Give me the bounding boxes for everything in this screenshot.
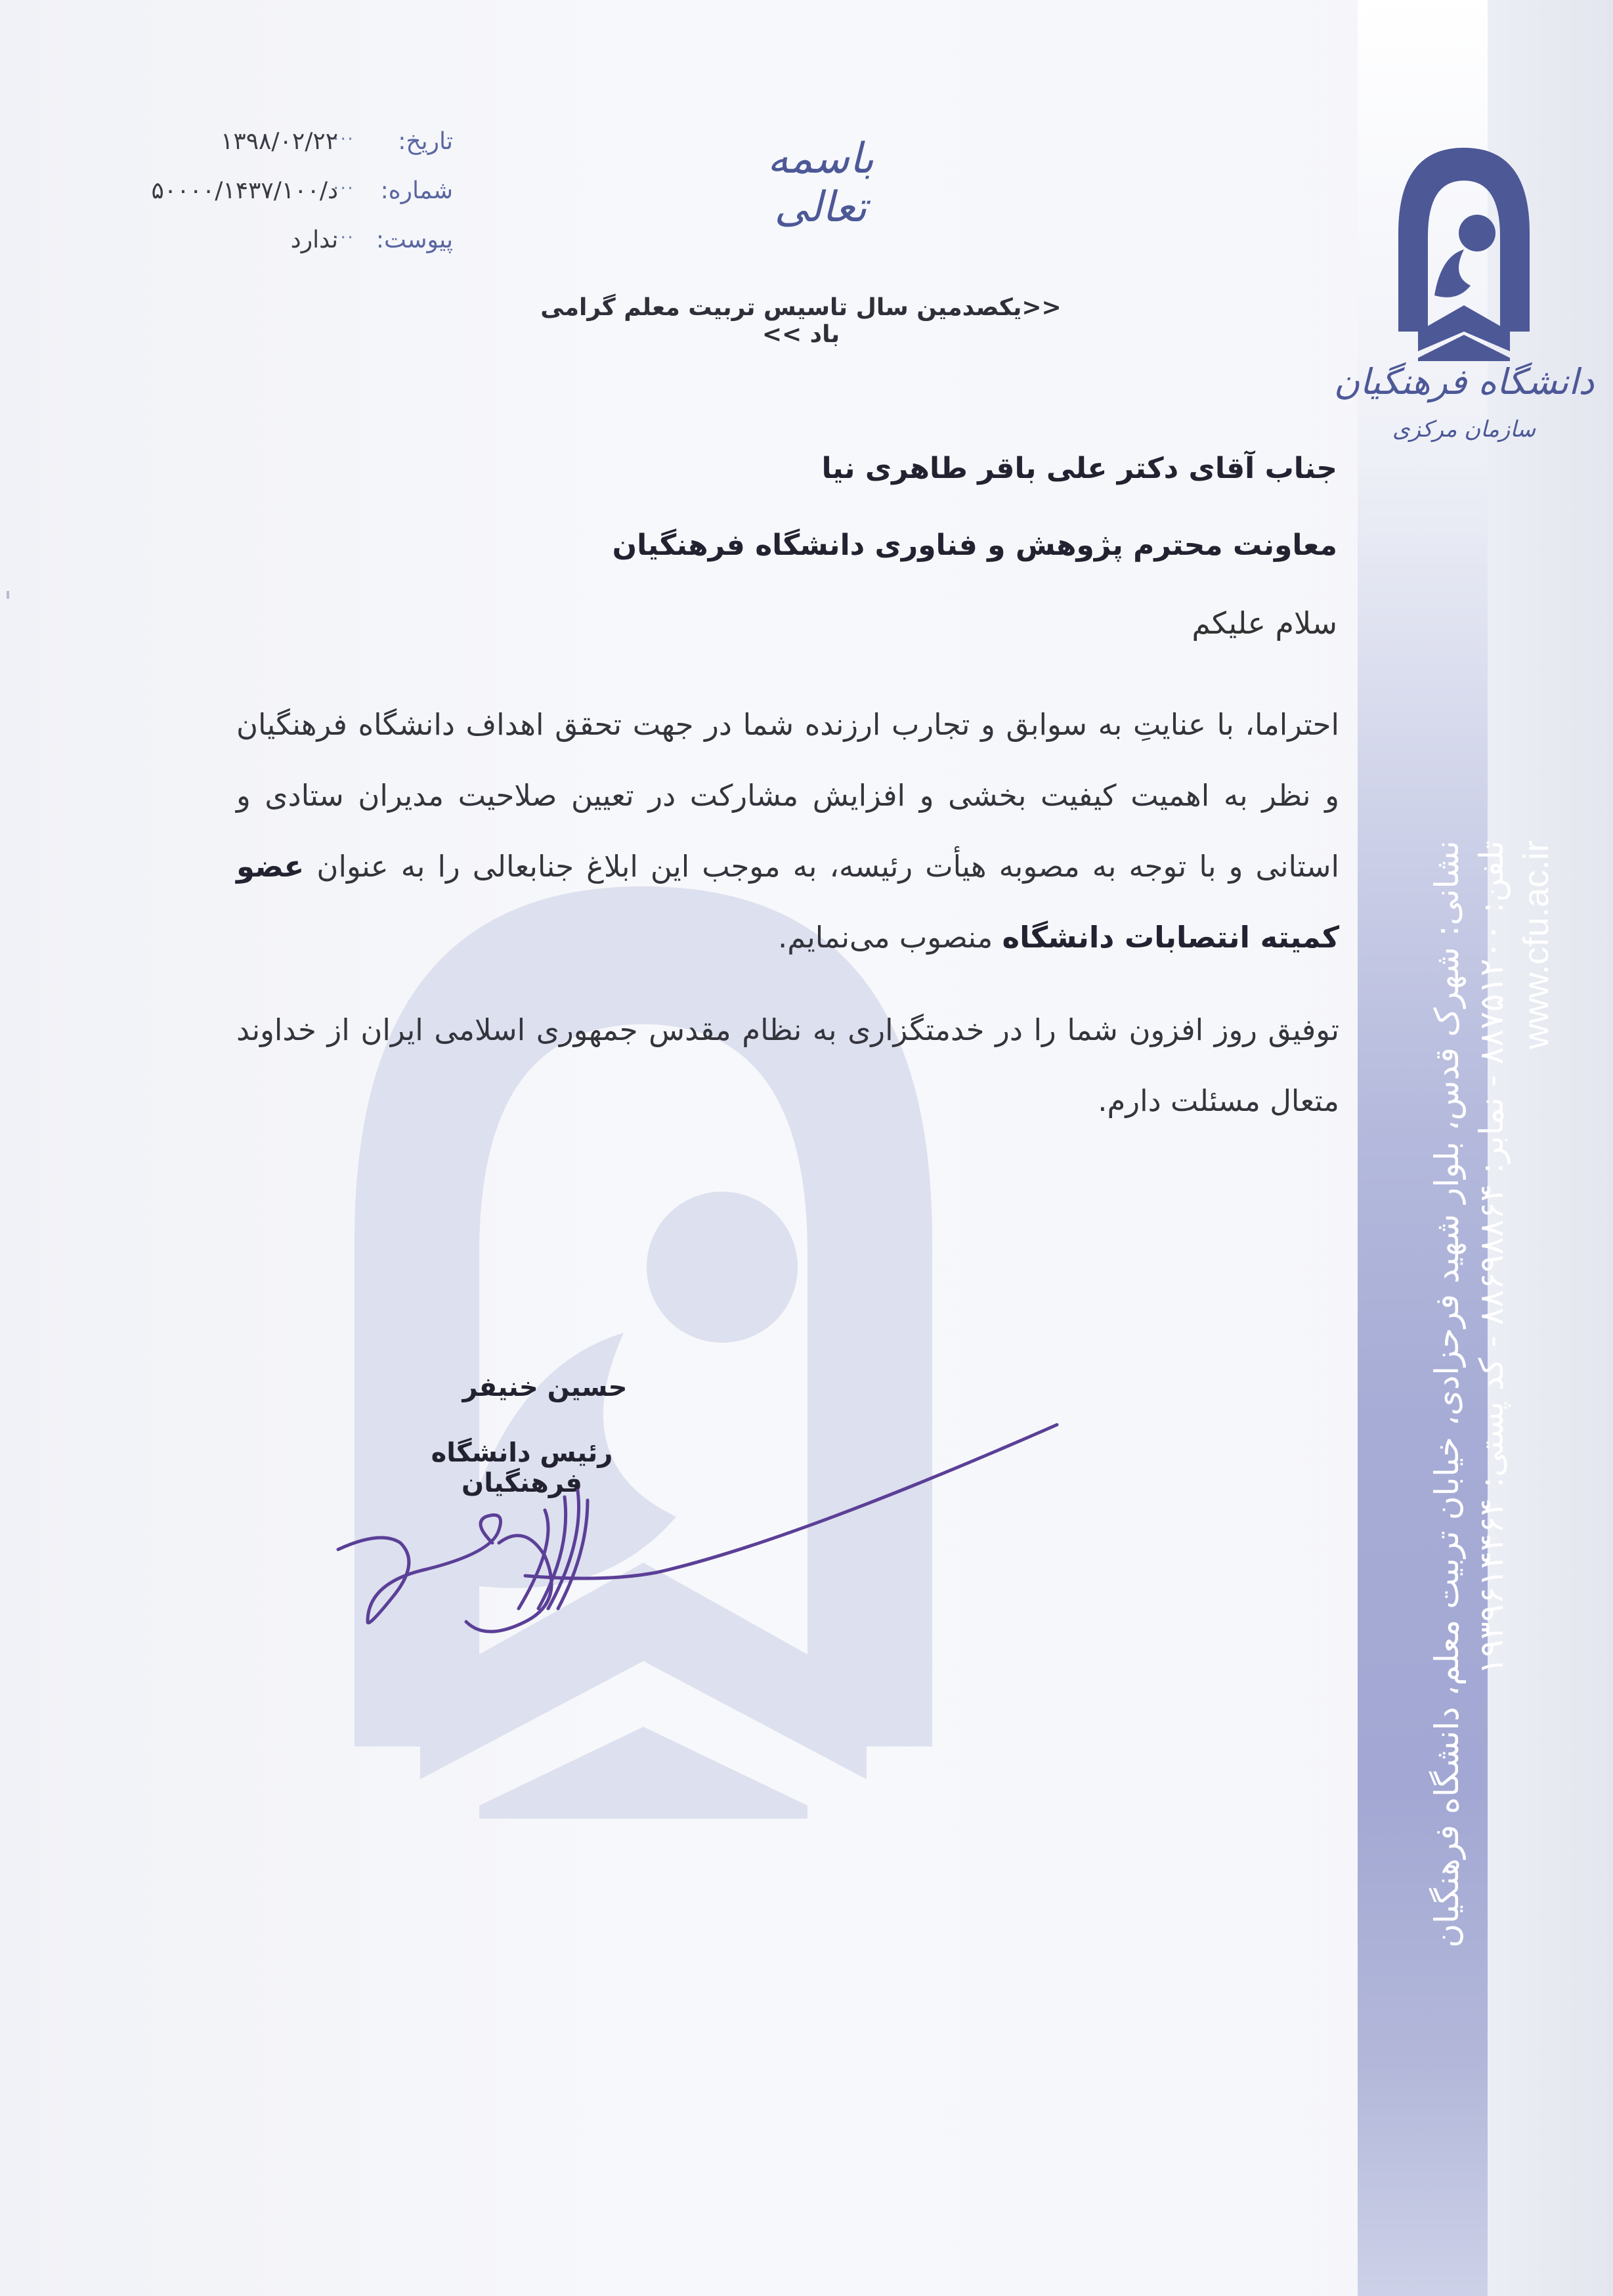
para1-text: احتراما، با عنایتِ به سوابق و تجارب ارزنده شما در جهت تحقق اهداف دانشگاه فرهنگیان و نظر به اهمیت کیفیت بخشی و افزایش مشارکت در تعیین صلاحیت مدیران ستادی و استانی و با توجه به مصوبه هیأت رئیسه، به موجب این ابلاغ جنابعالی را به عنوان	[236, 707, 1339, 884]
date-value: ۱۳۹۸/۰۲/۲۲	[221, 128, 338, 155]
band-contacts: تلفن: ۸۸۷۵۱۲۰۰ - نمابر: ۸۸۶۹۸۸۶۴ - کد پستی: ۱۹۳۹۶۱۴۴۶۴	[1473, 840, 1511, 1675]
meta-number	[72, 172, 453, 227]
logo-subtitle: سازمان مرکزی	[1392, 416, 1536, 443]
number-dots: ...	[333, 172, 355, 194]
addressee-name: جناب آقای دکتر علی باقر طاهری نیا	[821, 452, 1337, 485]
greeting: سلام علیکم	[1192, 605, 1337, 641]
logo-name: دانشگاه فرهنگیان	[1333, 361, 1595, 402]
meta-date	[72, 123, 453, 177]
handwritten-signature	[328, 1412, 1064, 1674]
band-address: نشانی: شهرک قدس، بلوار شهید فرحزادی، خیابان تربیت معلم، دانشگاه فرهنگیان	[1428, 840, 1466, 1948]
body-paragraph-1	[236, 689, 1339, 973]
signatory-name: حسین خنیفر	[462, 1372, 628, 1402]
edge-mark	[7, 591, 9, 599]
band-website: www.cfu.ac.ir	[1516, 840, 1556, 1050]
signatory-title: رئیس دانشگاه فرهنگیان	[431, 1438, 613, 1498]
body-paragraph-2: توفیق روز افزون شما را در خدمتگزاری به نظام مقدس جمهوری اسلامی ایران از خداوند متعال مسئلت دارم.	[236, 1012, 1339, 1118]
meta-attachment	[72, 221, 453, 276]
para1-end: منصوب می‌نمایم.	[777, 920, 993, 955]
attachment-dots: ...	[333, 221, 355, 243]
letterhead-contact-block	[1425, 840, 1559, 1948]
invocation-heading: باسمه تعالی	[767, 135, 874, 232]
number-label: شماره:	[380, 177, 453, 204]
para1-bold: عضو کمیته انتصابات دانشگاه	[236, 849, 1339, 955]
motto-line: <<یکصدمین سال تاسیس تربیت معلم گرامی باد >>	[540, 294, 1062, 348]
date-dots: ...	[333, 123, 355, 144]
document-meta	[72, 123, 453, 276]
date-label: تاریخ:	[398, 128, 453, 155]
number-value: ۵۰۰۰۰/۱۴۳۷/۱۰۰/د	[151, 177, 338, 204]
attachment-label: پیوست:	[376, 227, 453, 253]
university-logo	[1333, 135, 1595, 469]
addressee-position: معاونت محترم پژوهش و فناوری دانشگاه فرهنگیان	[612, 529, 1337, 562]
attachment-value: ندارد	[290, 227, 338, 253]
